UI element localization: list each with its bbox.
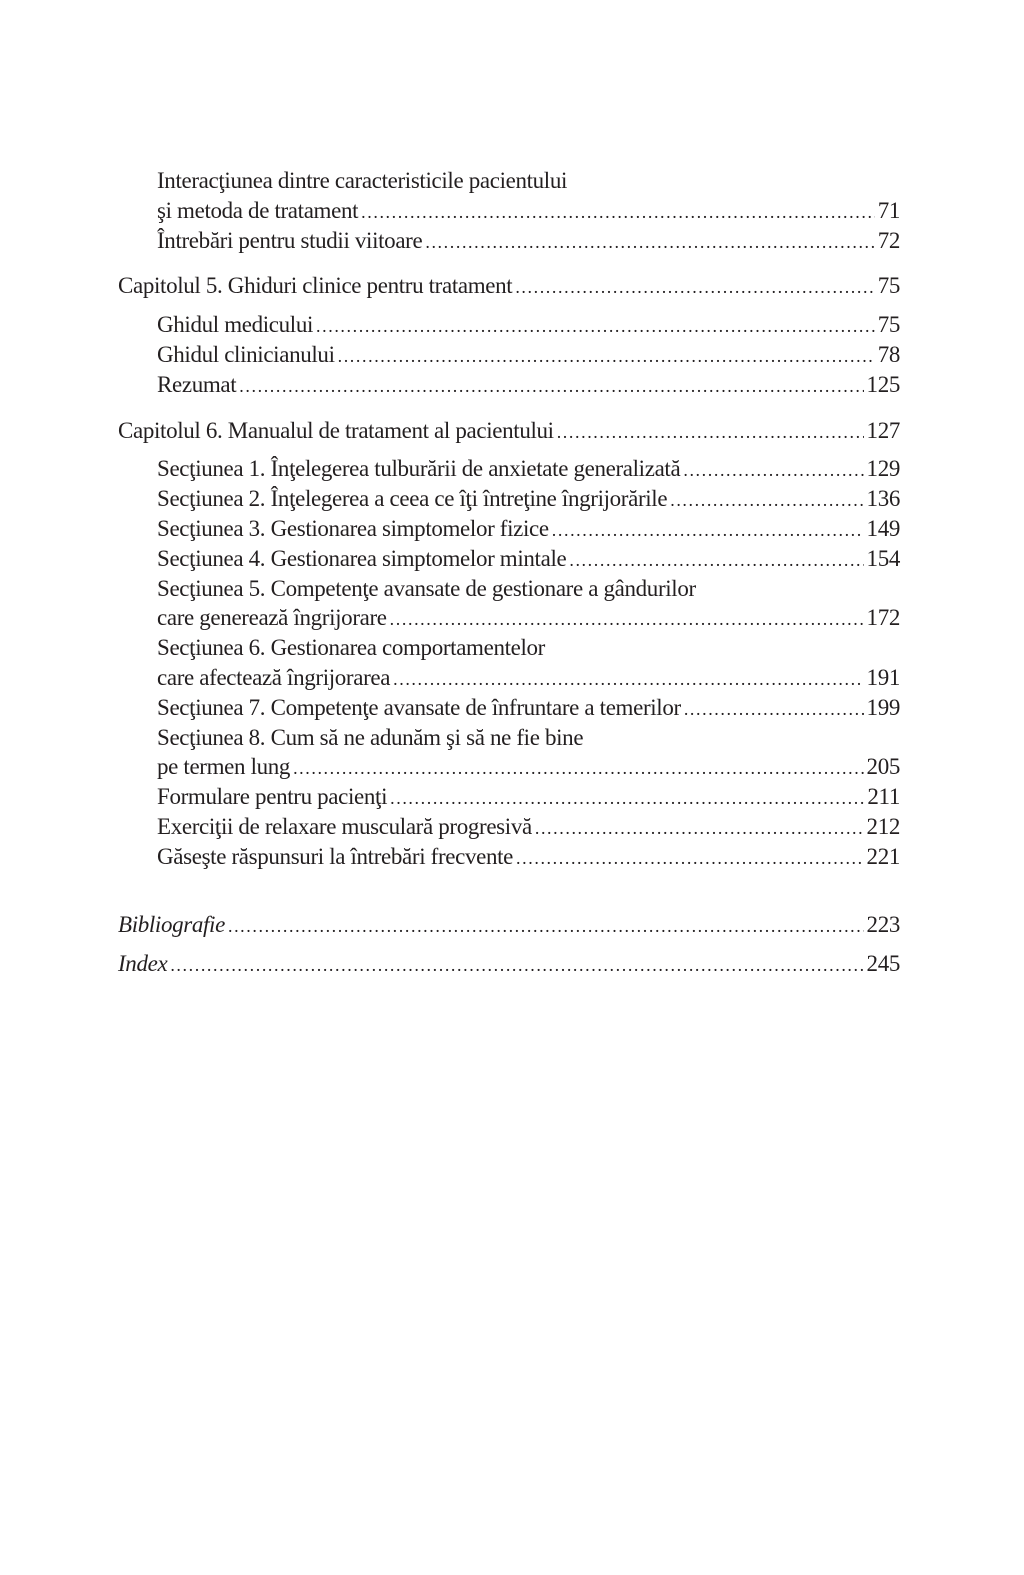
toc-entry-title: Ghidul clinicianului [157, 341, 335, 367]
toc-entry-title: Secţiunea 2. Înţelegerea a ceea ce îţi întreţine îngrijorările [157, 486, 668, 512]
toc-entry-page: 211 [867, 784, 900, 810]
toc-bibliography[interactable] [118, 910, 900, 940]
toc-entry[interactable] [118, 693, 900, 723]
dot-leader [425, 228, 874, 258]
dot-leader [516, 844, 864, 874]
toc-entry[interactable] [118, 544, 900, 574]
toc-entry[interactable] [118, 574, 900, 604]
toc-entry-page: 78 [877, 341, 900, 367]
toc-entry[interactable] [118, 484, 900, 514]
dot-leader [569, 546, 863, 576]
toc-entry-title: Întrebări pentru studii viitoare [157, 227, 423, 253]
toc-entry-title: Secţiunea 7. Competenţe avansate de înfruntare a temerilor [157, 694, 681, 720]
dot-leader [515, 273, 874, 303]
toc-entry[interactable] [118, 310, 900, 340]
toc-entry[interactable] [118, 166, 900, 196]
toc-entry-title: Secţiunea 5. Competenţe avansate de gestionare a gândurilor [157, 575, 696, 601]
toc-entry[interactable] [118, 842, 900, 872]
toc-entry-page: 129 [866, 456, 900, 482]
toc-entry-page: 125 [866, 371, 900, 397]
toc-entry[interactable] [118, 196, 900, 226]
toc-entry-title: Ghidul medicului [157, 312, 314, 338]
toc-chapter-title: Capitolul 6. Manualul de tratament al pacientului [118, 417, 554, 443]
toc-entry-page: 172 [866, 605, 900, 631]
toc-entry-page: 212 [866, 813, 900, 839]
toc-entry-page: 223 [866, 911, 900, 937]
toc-entry[interactable] [118, 663, 900, 693]
toc-entry[interactable] [118, 782, 900, 812]
dot-leader [535, 814, 864, 844]
dot-leader [390, 784, 864, 814]
toc-chapter-5[interactable] [118, 271, 900, 301]
toc-entry-page: 245 [866, 951, 900, 977]
dot-leader [293, 754, 863, 784]
table-of-contents [118, 166, 900, 979]
toc-entry-page: 72 [877, 227, 900, 253]
dot-leader [683, 456, 863, 486]
toc-entry[interactable] [118, 752, 900, 782]
dot-leader [361, 198, 875, 228]
toc-entry-page: 136 [866, 486, 900, 512]
toc-entry-page: 205 [866, 754, 900, 780]
toc-entry[interactable] [118, 812, 900, 842]
toc-entry-title: Secţiunea 4. Gestionarea simptomelor mintale [157, 545, 567, 571]
dot-leader [239, 372, 863, 402]
toc-entry-title: Bibliografie [118, 911, 225, 937]
toc-chapter-page: 75 [877, 273, 900, 299]
toc-entry-title: Secţiunea 3. Gestionarea simptomelor fizice [157, 515, 549, 541]
dot-leader [316, 312, 875, 342]
toc-entry-page: 191 [866, 664, 900, 690]
toc-entry-page: 75 [877, 312, 900, 338]
dot-leader [390, 605, 864, 635]
dot-leader [552, 516, 864, 546]
toc-index[interactable] [118, 949, 900, 979]
toc-entry-title: şi metoda de tratament [157, 197, 359, 223]
dot-leader [684, 695, 864, 725]
toc-entry-title: pe termen lung [157, 754, 291, 780]
toc-entry-title: Secţiunea 6. Gestionarea comportamentelor [157, 635, 545, 661]
toc-entry-title: Secţiunea 1. Înţelegerea tulburării de anxietate generalizată [157, 456, 681, 482]
toc-chapter-title: Capitolul 5. Ghiduri clinice pentru tratament [118, 273, 513, 299]
dot-leader [338, 342, 875, 372]
toc-entry-title: Interacţiunea dintre caracteristicile pacientului [157, 168, 568, 193]
toc-entry-page: 221 [866, 843, 900, 869]
dot-leader [670, 486, 863, 516]
toc-entry-page: 154 [866, 545, 900, 571]
toc-entry-title: Exerciţii de relaxare musculară progresivă [157, 813, 532, 839]
dot-leader [228, 912, 864, 942]
toc-entry-title: Formulare pentru pacienţi [157, 784, 388, 810]
toc-entry-page: 199 [866, 694, 900, 720]
toc-entry-title: Găseşte răspunsuri la întrebări frecvente [157, 843, 514, 869]
toc-entry-page: 149 [866, 515, 900, 541]
toc-chapter-6[interactable] [118, 416, 900, 446]
toc-entry-page: 71 [877, 197, 900, 223]
dot-leader [170, 951, 863, 981]
toc-entry-title: Secţiunea 8. Cum să ne adunăm şi să ne fie bine [157, 724, 584, 750]
toc-entry[interactable] [118, 340, 900, 370]
toc-entry[interactable] [118, 633, 900, 663]
toc-entry-title: care afectează îngrijorarea [157, 664, 391, 690]
toc-entry-title: care generează îngrijorare [157, 605, 387, 631]
toc-entry[interactable] [118, 723, 900, 753]
toc-entry[interactable] [118, 370, 900, 400]
toc-entry[interactable] [118, 454, 900, 484]
toc-entry-title: Index [118, 951, 168, 977]
dot-leader [393, 665, 863, 695]
toc-entry[interactable] [118, 226, 900, 256]
toc-entry[interactable] [118, 514, 900, 544]
toc-chapter-page: 127 [866, 417, 900, 443]
toc-entry[interactable] [118, 603, 900, 633]
dot-leader [557, 418, 864, 448]
toc-entry-title: Rezumat [157, 371, 237, 397]
